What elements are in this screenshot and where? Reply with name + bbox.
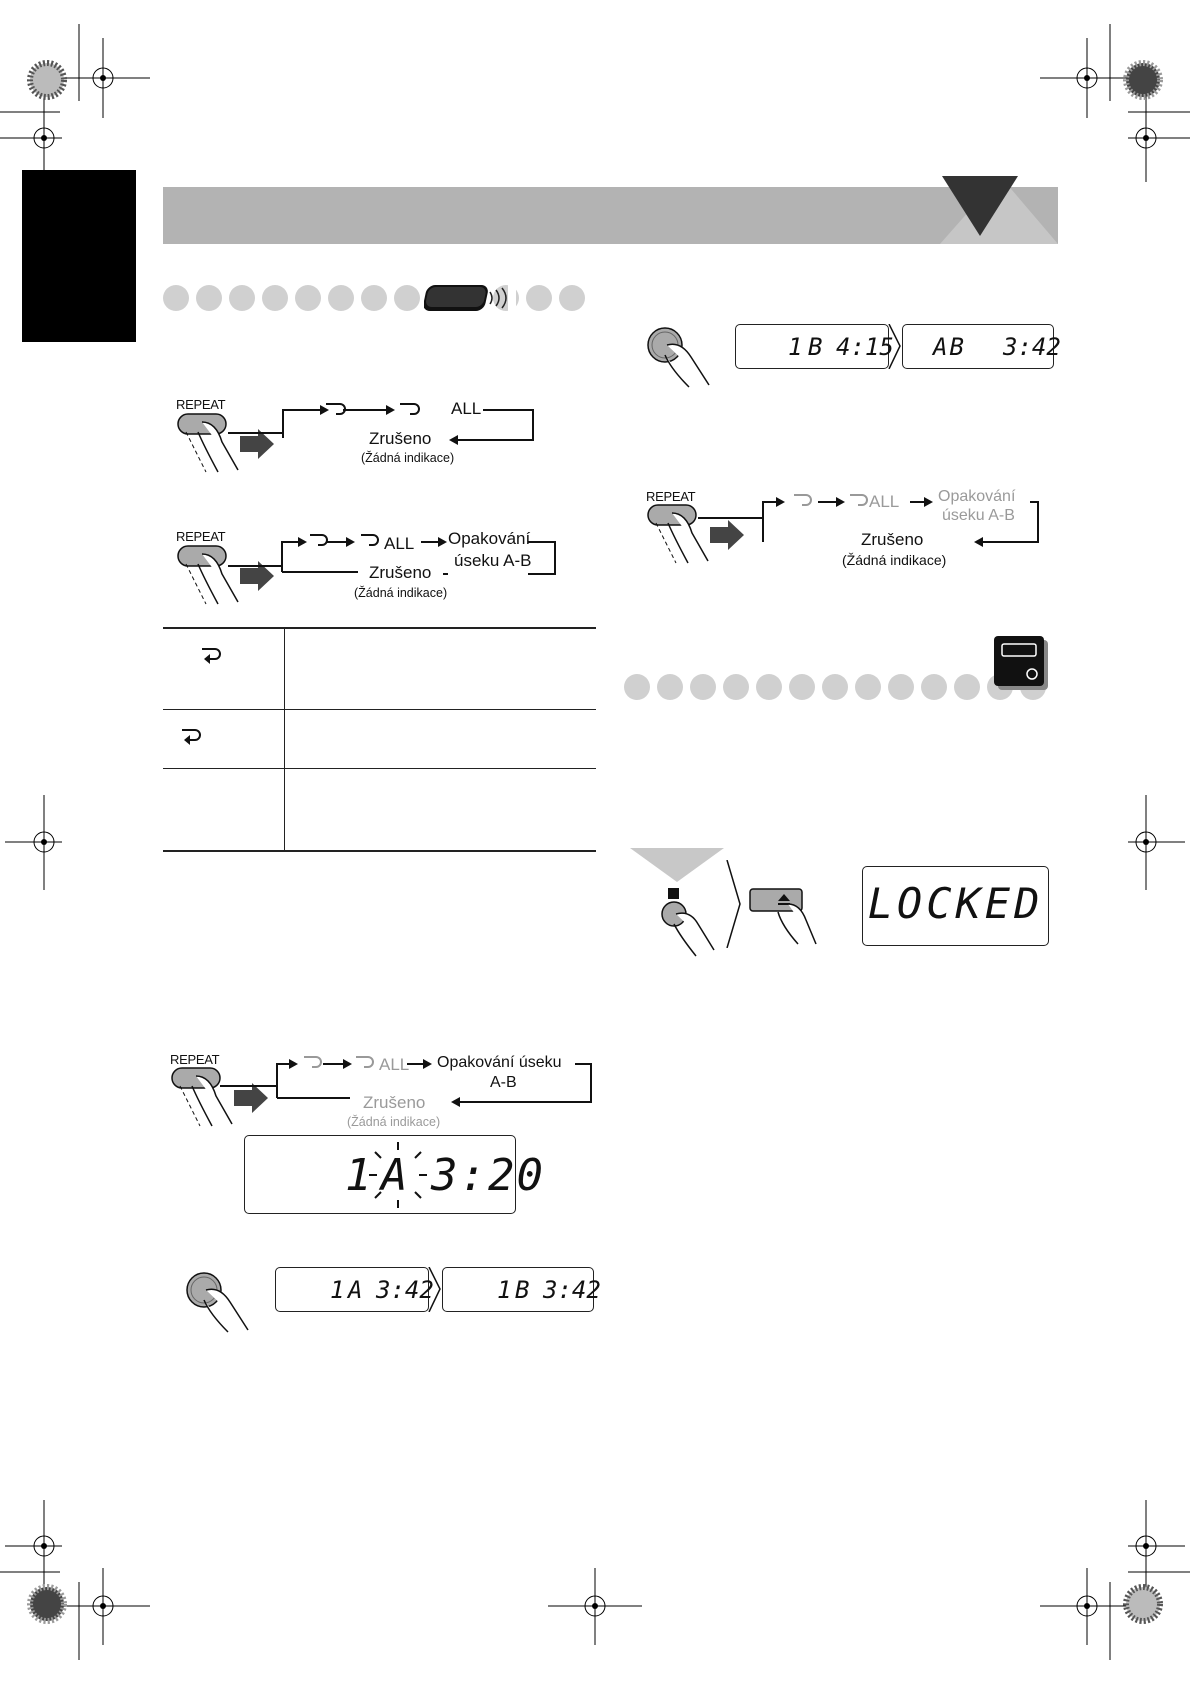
finger-press-icon <box>645 325 715 391</box>
lcd-display-locked <box>862 866 1049 946</box>
flow-step-all: ALL <box>379 1055 410 1074</box>
section-header-bar <box>163 187 1058 244</box>
display-mark: A <box>381 1150 410 1201</box>
flow-step-ab-line2: A-B <box>490 1074 517 1091</box>
display-mark: A <box>348 1276 365 1304</box>
display-track: 1 <box>330 1276 347 1304</box>
repeat-icon <box>400 404 419 414</box>
press-down-arrow-icon <box>630 848 724 888</box>
table-row-rule <box>163 768 596 769</box>
display-locked-text: LOCKED <box>867 879 1044 928</box>
flow-cancel: Zrušeno <box>363 1093 426 1112</box>
display-track: 1 <box>345 1150 374 1201</box>
lcd-display-a <box>275 1267 434 1312</box>
display-mark: AB <box>933 333 966 361</box>
repeat-icon <box>326 404 345 414</box>
flow-step-ab-line1: Opakování <box>448 529 531 548</box>
eject-button-icon <box>748 886 818 946</box>
lcd-display-b <box>902 324 1061 369</box>
arrow-right-icon <box>427 1267 443 1312</box>
display-time: 3:42 <box>543 1276 601 1304</box>
display-mark: B <box>808 333 825 361</box>
flow-cancel-note: (Žádná indikace) <box>354 586 448 600</box>
flow-step-ab-line1: Opakování <box>938 488 1016 505</box>
lcd-display-b <box>442 1267 601 1312</box>
display-time: 4:15 <box>836 333 894 361</box>
language-tab <box>22 170 136 342</box>
flow-step-ab-line2: úseku A-B <box>454 551 532 570</box>
display-time: 3:42 <box>1003 333 1061 361</box>
repeat-icon <box>200 645 224 665</box>
arrow-right-icon <box>725 860 743 948</box>
header-corner-triangle <box>940 176 1058 244</box>
flow-cancel-note: (Žádná indikace) <box>361 451 455 465</box>
display-time: 3:42 <box>376 1276 434 1304</box>
remote-icon <box>424 282 516 314</box>
flow-cancel: Zrušeno <box>369 563 432 582</box>
blink-icon <box>361 1142 435 1208</box>
repeat-button-label: REPEAT <box>170 1052 220 1067</box>
main-unit-icon <box>994 636 1052 694</box>
repeat-button-label: REPEAT <box>646 489 696 504</box>
lcd-display <box>244 1135 545 1214</box>
table-top-rule <box>163 627 596 629</box>
dot-row-right <box>622 669 1052 705</box>
finger-press-icon <box>660 900 730 962</box>
dot-row-left <box>158 280 598 316</box>
display-track: 1 <box>497 1276 514 1304</box>
flow-step-ab-line1: Opakování úseku <box>437 1054 562 1071</box>
repeat-icon <box>180 726 204 746</box>
lcd-display-a <box>735 324 894 369</box>
stop-icon <box>668 888 680 900</box>
flow-cancel-note: (Žádná indikace) <box>842 552 947 568</box>
flow-cancel: Zrušeno <box>861 530 924 549</box>
table-bottom-rule <box>163 850 596 852</box>
flow-step-all: ALL <box>384 534 415 553</box>
repeat-button-label: REPEAT <box>176 397 226 412</box>
finger-press-icon <box>184 1270 254 1336</box>
display-track: 1 <box>788 333 805 361</box>
display-mark: B <box>515 1276 532 1304</box>
display-time: 3:20 <box>431 1150 545 1201</box>
flow-step-ab-line2: úseku A-B <box>942 507 1015 524</box>
flow-cancel-note: (Žádná indikace) <box>347 1115 441 1129</box>
flow-step-all: ALL <box>451 399 482 418</box>
flow-step-all: ALL <box>869 492 900 511</box>
table-row-rule <box>163 709 596 710</box>
arrow-right-icon <box>887 324 903 369</box>
repeat-button-label: REPEAT <box>176 529 226 544</box>
flow-cancel: Zrušeno <box>369 429 432 448</box>
table-column-divider <box>284 628 285 850</box>
